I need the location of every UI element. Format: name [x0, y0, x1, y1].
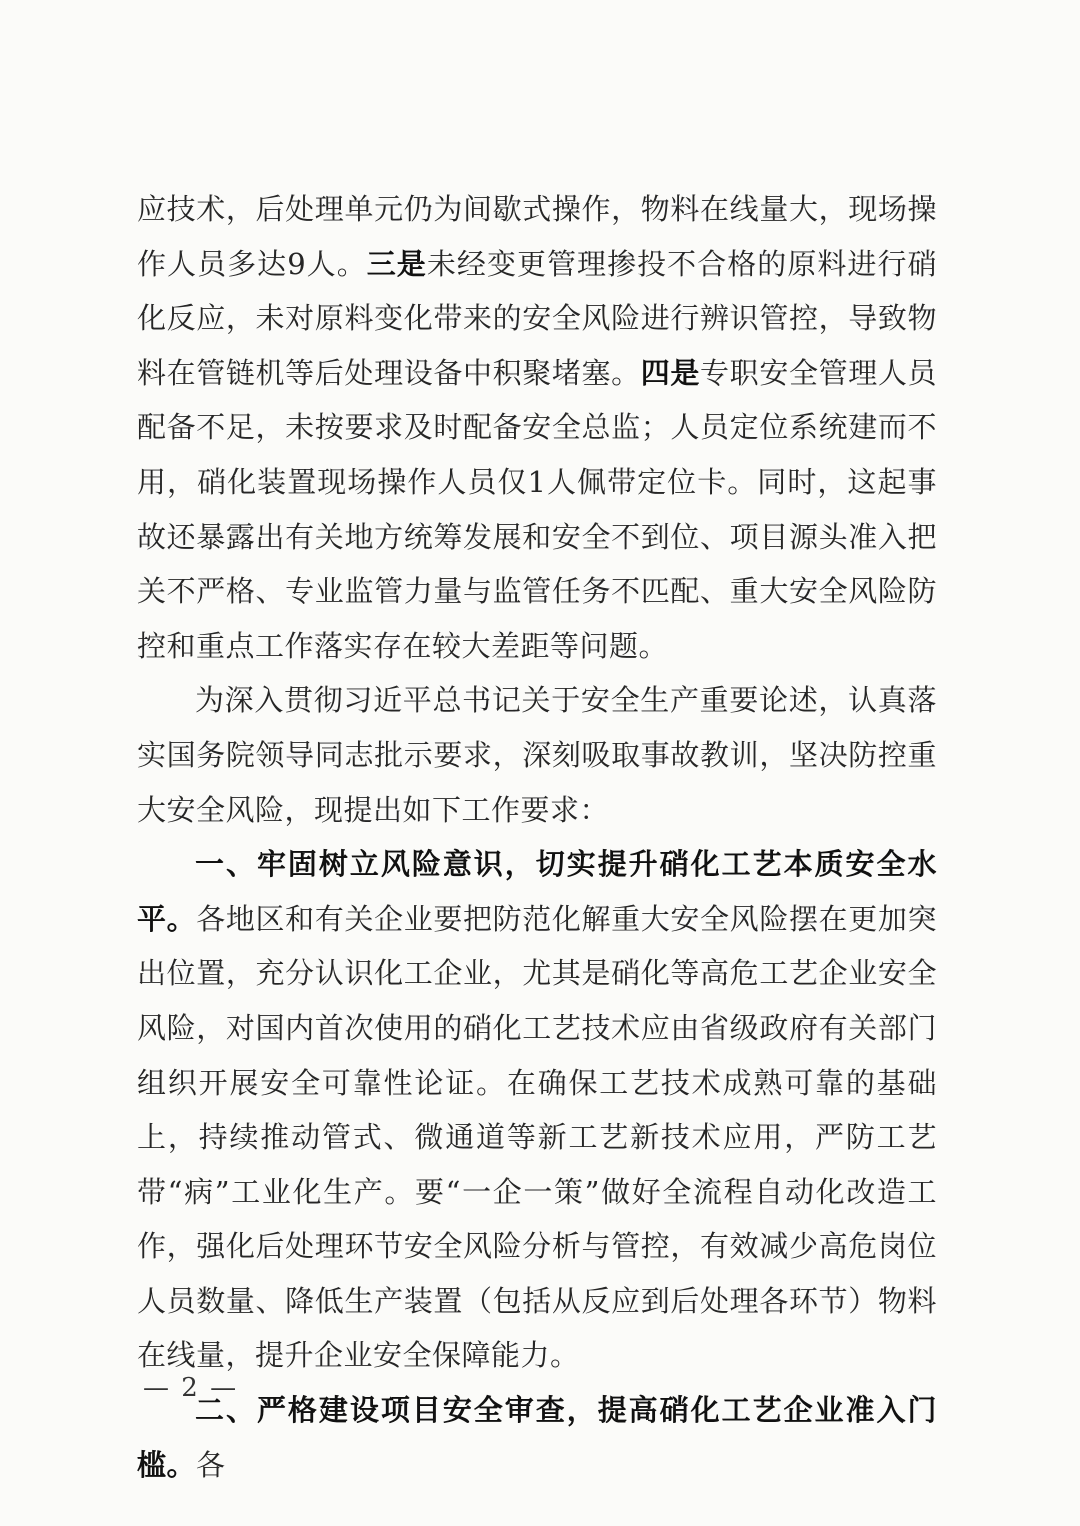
paragraph-1-text-b: 未经变更管理掺投不合格的原料进行硝化反应，未对原料变化带来的安全风险进行辨识管控，导致物料在管链机等后处理设备中积聚堵塞。 — [137, 246, 937, 390]
paragraph-section-two — [137, 1383, 937, 1492]
paragraph-2-text: 为深入贯彻习近平总书记关于安全生产重要论述，认真落实国务院领导同志批示要求，深刻吸取事故教训，坚决防控重大安全风险，现提出如下工作要求： — [137, 683, 937, 827]
paragraph-1-text-a: 应技术，后处理单元仍为间歇式操作，物料在线量大，现场操作人员多达9人。 — [137, 192, 937, 281]
paragraph-intro — [137, 673, 937, 837]
section-two-heading: 二、严格建设项目安全审查，提高硝化工艺企业准入门槛。 — [137, 1393, 937, 1482]
section-one-text: 各地区和有关企业要把防范化解重大安全风险摆在更加突出位置，充分认识化工企业，尤其是硝化等高危工艺企业安全风险，对国内首次使用的硝化工艺技术应由省级政府有关部门组织开展安全可靠性论证。在确保工艺技术成熟可靠的基础上，持续推动管式、微通道等新工艺新技术应用，严防工艺带“病”工业化生产。要“一企一策”做好全流程自动化改造工作，强化后处理环节安全风险分析与管控，有效减少高危岗位人员数量、降低生产装置（包括从反应到后处理各环节）物料在线量，提升企业安全保障能力。 — [137, 901, 937, 1373]
paragraph-continued — [137, 182, 937, 673]
page-number: — 2 — — [143, 1373, 239, 1403]
paragraph-1-text-c: 专职安全管理人员配备不足，未按要求及时配备安全总监；人员定位系统建而不用，硝化装置现场操作人员仅1人佩带定位卡。同时，这起事故还暴露出有关地方统筹发展和安全不到位、项目源头准入把关不严格、专业监管力量与监管任务不匹配、重大安全风险防控和重点工作落实存在较大差距等问题。 — [137, 355, 937, 663]
paragraph-1-bold-b: 四是 — [640, 355, 701, 390]
paragraph-1-bold-a: 三是 — [366, 246, 427, 281]
paragraph-section-one — [137, 837, 937, 1383]
section-two-text: 各 — [196, 1447, 226, 1482]
section-one-heading: 一、牢固树立风险意识，切实提升硝化工艺本质安全水平。 — [137, 847, 937, 936]
document-body — [137, 182, 937, 1492]
